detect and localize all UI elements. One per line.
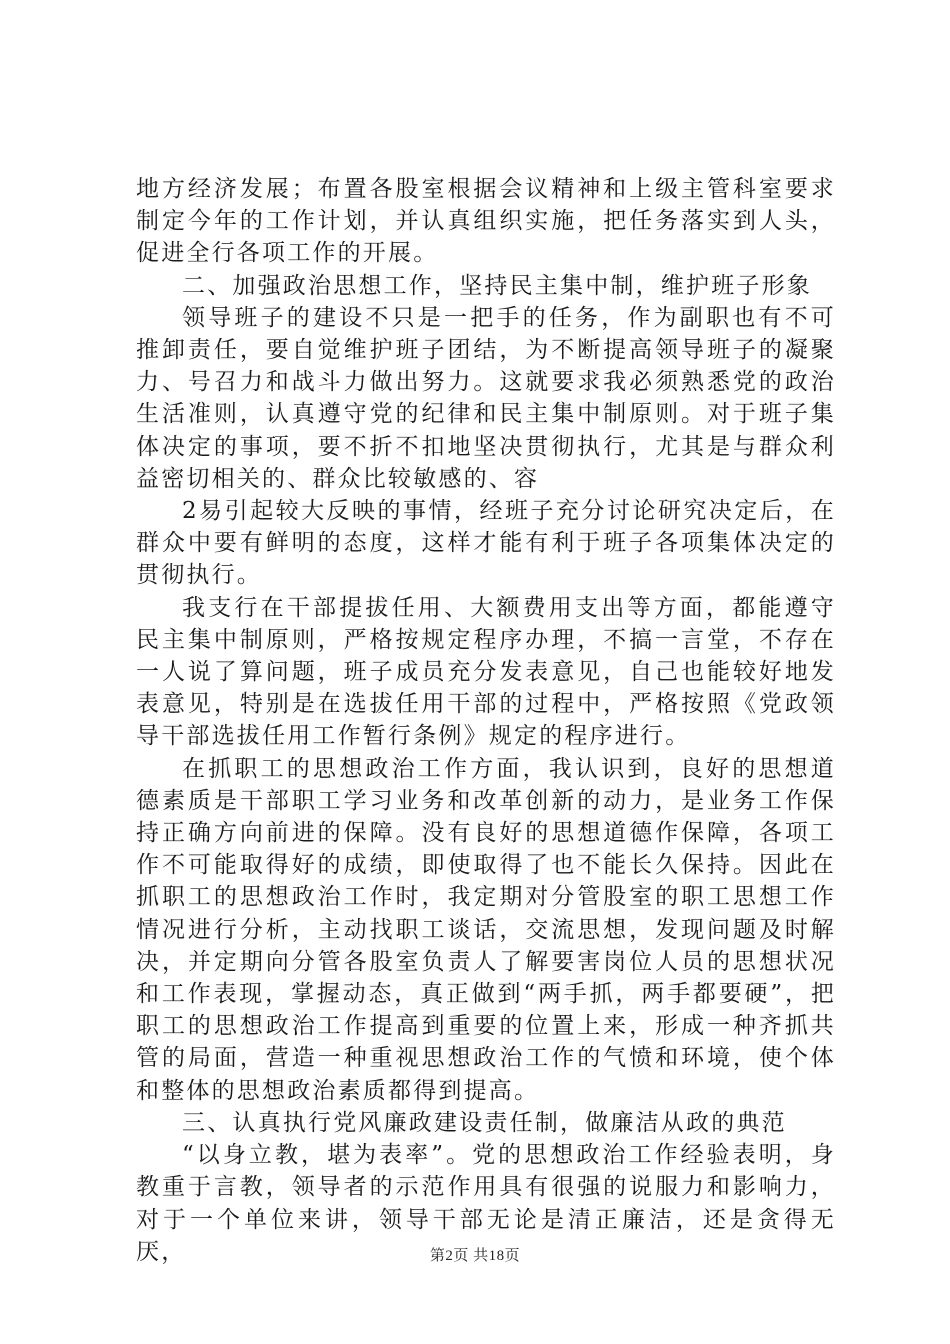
paragraph-6: 在抓职工的思想政治工作方面，我认识到，良好的思想道德素质是干部职工学习业务和改革创新的动力，是业务工作保持正确方向前进的保障。没有良好的思想道德作保障，各项工作不可能取得好的成绩，即使取得了也不能长久保持。因此在抓职工的思想政治工作时，我定期对分管股室的职工思想工作情况进行分析，主动找职工谈话，交流思想，发现问题及时解决，并定期向分管各股室负责人了解要害岗位人员的思想状况和工作表现，掌握动态，真正做到“两手抓，两手都要硬”，把职工的思想政治工作提高到重要的位置上来，形成一种齐抓共管的局面，营造一种重视思想政治工作的气愤和环境，使个体和整体的思想政治素质都得到提高。 [136, 755, 836, 1104]
paragraph-8: “以身立教，堪为表率”。党的思想政治工作经验表明，身教重于言教，领导者的示范作用具有很强的说服力和影响力，对于一个单位来讲，领导干部无论是清正廉洁，还是贪得无厌， [136, 1142, 836, 1265]
paragraph-4: 2易引起较大反映的事情，经班子充分讨论研究决定后，在群众中要有鲜明的态度，这样才能有利于班子各项集体决定的贯彻执行。 [136, 498, 836, 589]
section-heading-3: 三、认真执行党风廉政建设责任制，做廉洁从政的典范 [182, 1109, 787, 1136]
paragraph-3: 领导班子的建设不只是一把手的任务，作为副职也有不可推卸责任，要自觉维护班子团结，为不断提高领导班子的凝聚力、号召力和战斗力做出努力。这就要求我必须熟悉党的政治生活准则，认真遵守党的纪律和民主集中制原则。对于班子集体决定的事项，要不折不扣地坚决贯彻执行，尤其是与群众利益密切相关的、群众比较敏感的、容 [136, 304, 836, 492]
page-number-footer: 第2页 共18页 [429, 1248, 521, 1264]
section-heading-2: 二、加强政治思想工作，坚持民主集中制，维护班子形象 [182, 272, 812, 299]
paragraph-1: 地方经济发展；布置各股室根据会议精神和上级主管科室要求制定今年的工作计划，并认真组织实施，把任务落实到人头，促进全行各项工作的开展。 [136, 176, 836, 267]
document-body [136, 173, 836, 1268]
paragraph-5: 我支行在干部提拔任用、大额费用支出等方面，都能遵守民主集中制原则，严格按规定程序办理，不搞一言堂，不存在一人说了算问题，班子成员充分发表意见，自己也能较好地发表意见，特别是在选拔任用干部的过程中，严格按照《党政领导干部选拔任用工作暂行条例》规定的程序进行。 [136, 594, 836, 750]
